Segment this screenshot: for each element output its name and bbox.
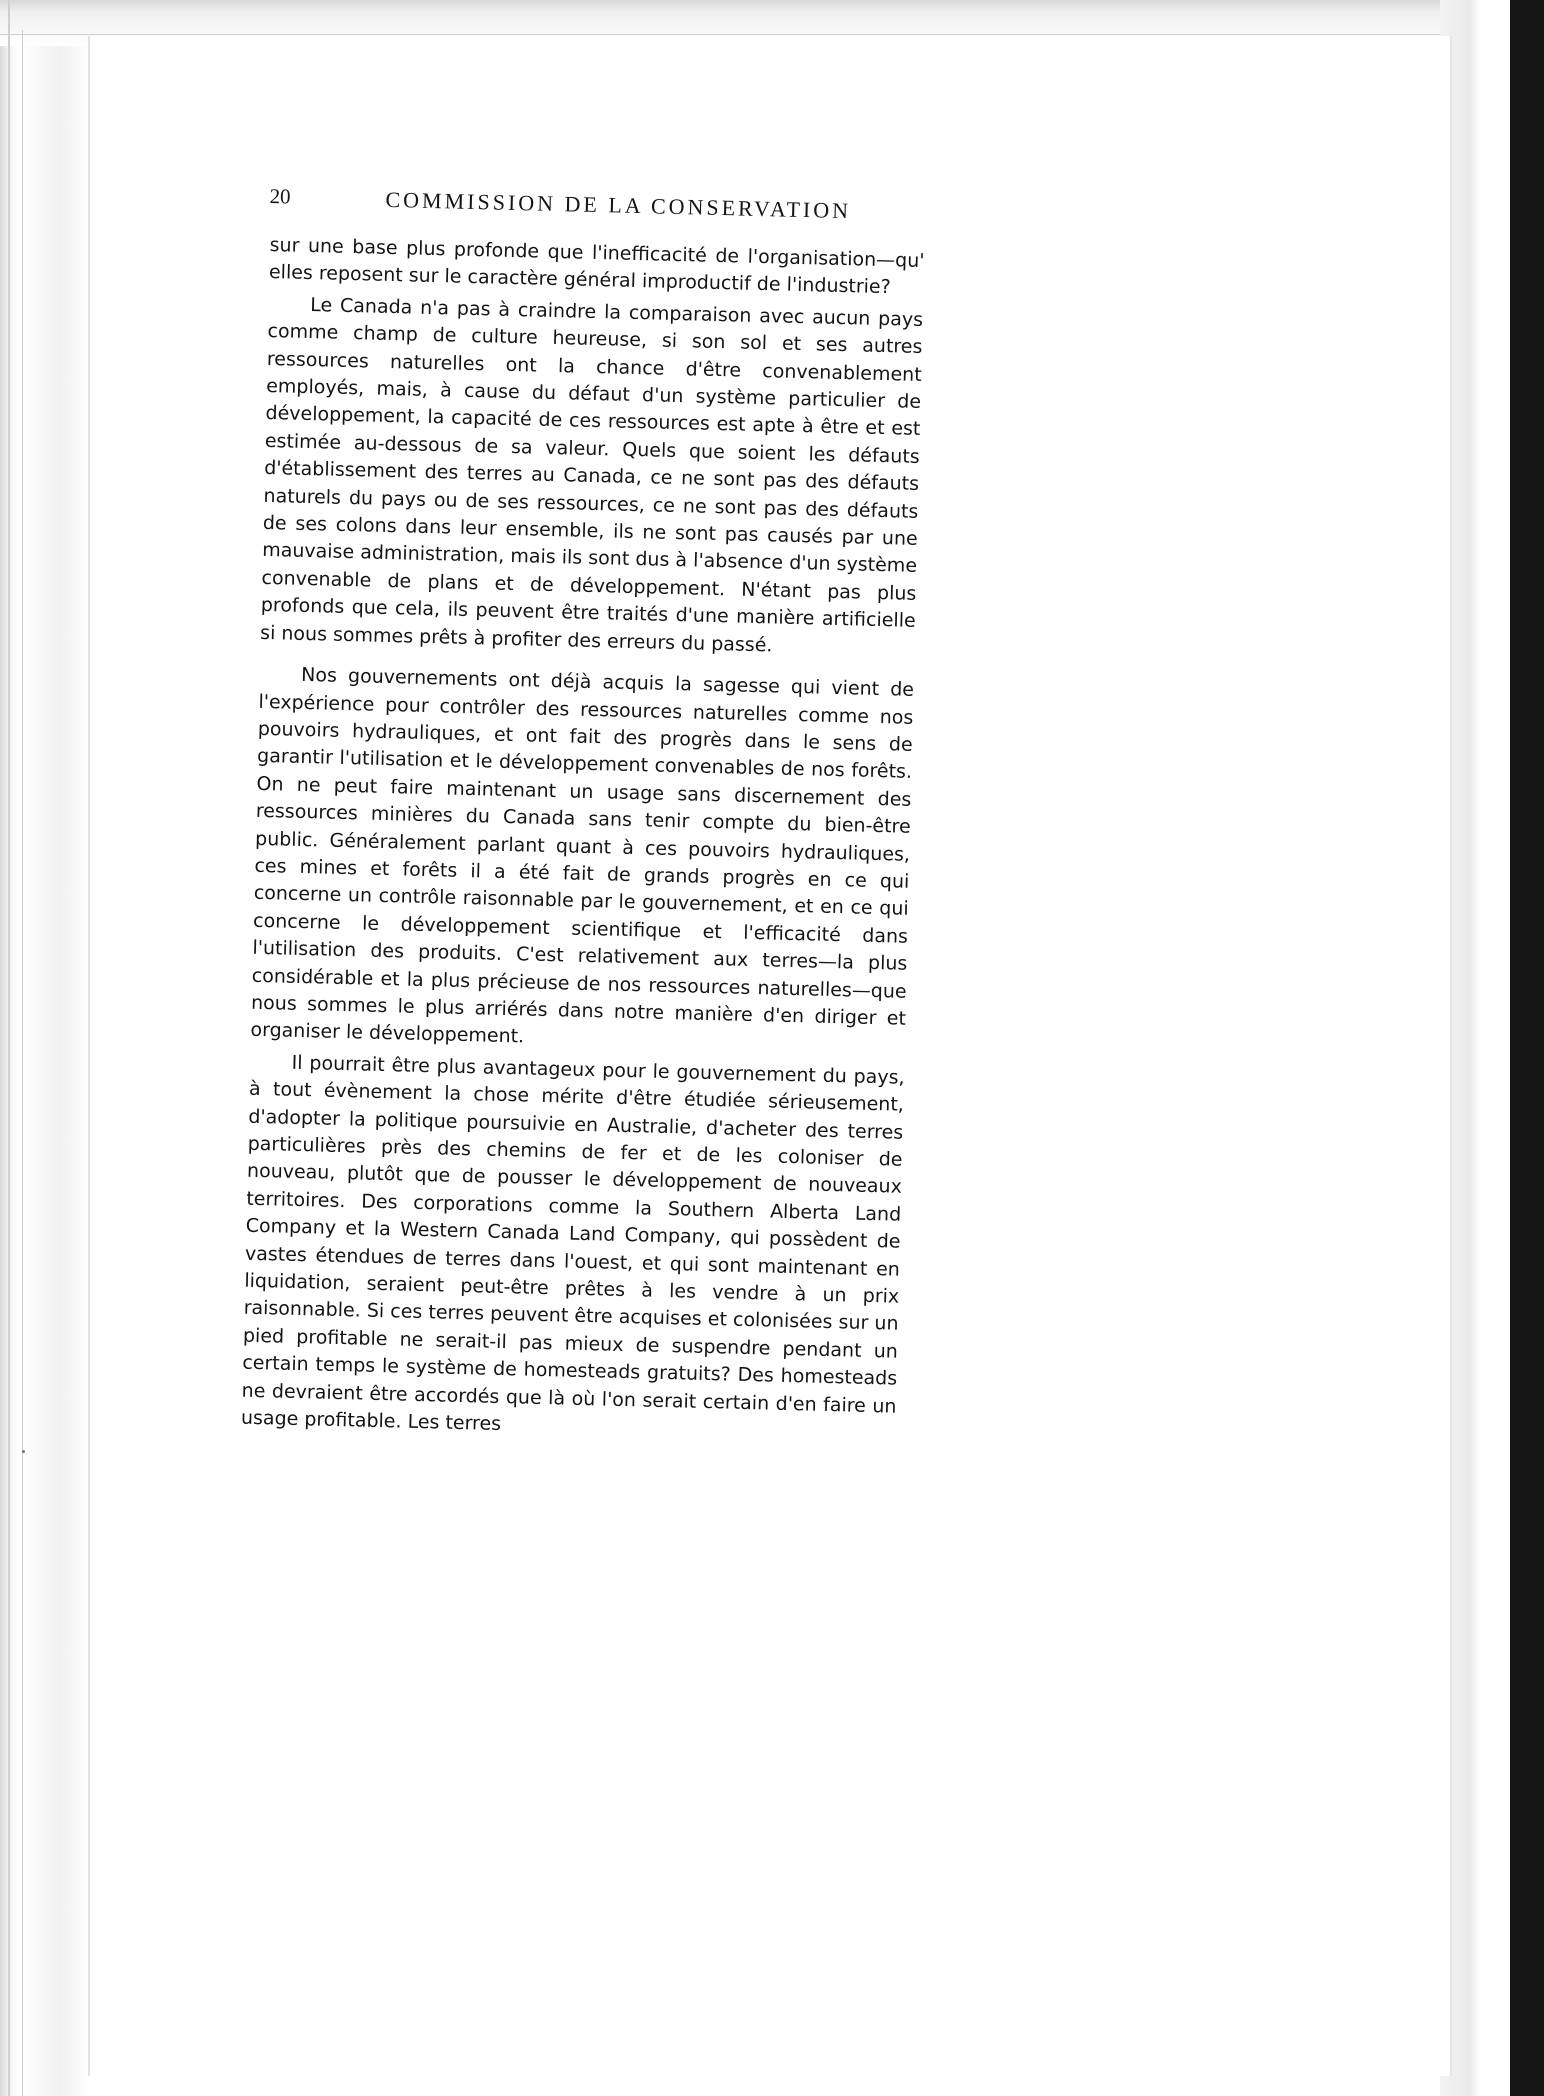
body-text <box>241 232 925 1452</box>
sheet-edge-line <box>8 0 10 2096</box>
page-number: 20 <box>269 183 291 209</box>
dust-speck <box>22 1450 25 1453</box>
sheet-edge-line <box>22 30 23 2096</box>
paragraph-continuation: sur une base plus profonde que l'inefficacité de l'organisation—qu' elles reposent sur le caractère général improductif de l'industrie? <box>268 233 925 299</box>
running-title: COMMISSION DE LA CONSERVATION <box>385 186 852 224</box>
stacked-page-edges-left <box>0 0 100 2096</box>
paragraph: Le Canada n'a pas à craindre la comparaison avec aucun pays comme champ de culture heureuse, si son sol et ses autres ressources naturelles ont la chance d'être convenablement employés, mais, à cause du défaut d'un système particulier de développement, la capacité de ces ressources est apte à être et est estimée au-dessous de sa valeur. Quels que soient les défauts d'établissement des terres au Canada, ce ne sont pas des défauts naturels du pays ou de ses ressources, ce ne sont pas des défauts de ses colons dans leur ensemble, ils ne sont pas causés par une mauvaise administration, mais ils sont dus à l'absence d'un système convenable de plans et de développement. N'étant pas plus profonds que cela, ils peuvent être traités d'une manière artificielle si nous sommes prêts à profiter des erreurs du passé. <box>259 293 924 657</box>
paragraph: Nos gouvernements ont déjà acquis la sagesse qui vient de l'expérience pour contrôler des ressources naturelles comme nos pouvoirs hydrauliques, et ont fait des progrès dans le sens de garantir l'utilisation et le développement convenables de nos forêts. On ne peut faire maintenant un usage sans discernement des ressources minières du Canada sans tenir compte du bien-être public. Généralement parlant quant à ces pouvoirs hydrauliques, ces mines et forêts il a été fait de grands progrès en ce qui concerne un contrôle raisonnable par le gouvernement, et en ce qui concerne le développement scientifique et l'efficacité dans l'utilisation des produits. C'est relativement aux terres—la plus considérable et la plus précieuse de nos ressources naturelles—que nous sommes le plus arriérés dans notre manière d'en diriger et organiser le développement. <box>250 663 915 1048</box>
paragraph: Il pourrait être plus avantageux pour le gouvernement du pays, à tout évènement la chose mérite d'être étudiée sérieusement, d'adopter la politique poursuivie en Australie, d'acheter des terres particulières près des chemins de fer et de les coloniser de nouveau, plutôt que de pousser le développement de nouveaux territoires. Des corporations comme la Southern Alberta Land Company et la Western Canada Land Company, qui possèdent de vastes étendues de terres dans l'ouest, et qui sont maintenant en liquidation, seraient peut-être prêtes à les vendre à un prix raisonnable. Si ces terres peuvent être acquises et colonisées sur un pied profitable ne serait-il pas mieux de suspendre pendant un certain temps le système de homesteads gratuits? Des homesteads ne devraient être accordés que là où l'on serait certain d'en faire un usage profitable. Les terres <box>240 1051 905 1436</box>
stacked-page-edges-right <box>1440 0 1544 2096</box>
sheet-edge-line <box>0 34 1440 35</box>
